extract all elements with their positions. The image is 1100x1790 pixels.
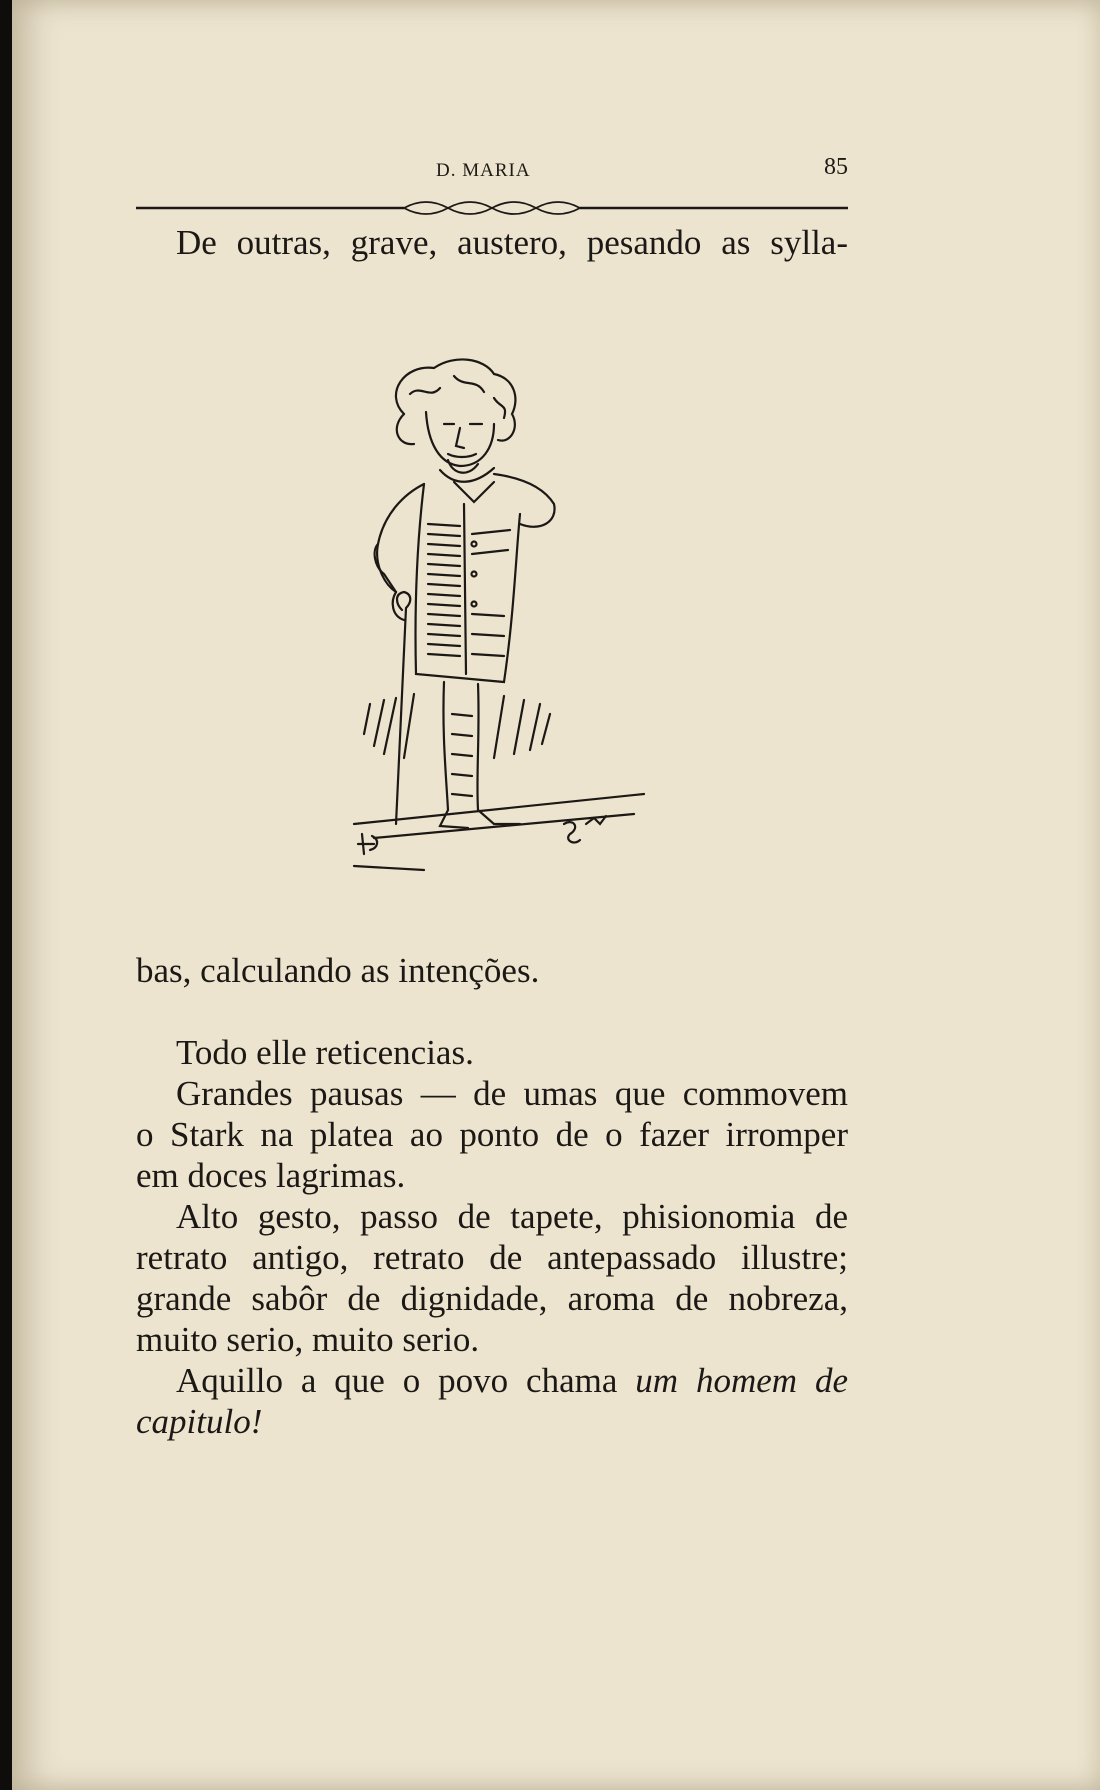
main-paragraphs [136, 1032, 848, 1442]
text-plain: Aquillo a que o povo chama [176, 1361, 618, 1400]
continuation-text [136, 950, 848, 991]
text-line: em doces lagrimas. [136, 1156, 406, 1195]
text-line [136, 1401, 848, 1442]
text-line: muito serio, muito serio. [136, 1320, 480, 1359]
page-header [136, 150, 848, 186]
text-line: Alto gesto, passo de tapete, phisionomia de [176, 1197, 848, 1236]
header-rule-ornament [136, 196, 848, 220]
page-number: 85 [824, 154, 848, 180]
text-line: De outras, grave, austero, pesando as sylla- [176, 223, 848, 262]
text-line: retrato antigo, retrato de antepassado illustre; [136, 1238, 848, 1277]
text-line: bas, calculando as intenções. [136, 951, 540, 990]
text-italic: um homem de [635, 1361, 848, 1400]
text-line: Grandes pausas — de umas que commovem [176, 1074, 848, 1113]
text-line [136, 1360, 848, 1401]
opening-text [136, 222, 848, 263]
book-spine-shadow [0, 0, 12, 1790]
text-line: o Stark na platea ao ponto de o fazer irromper [136, 1115, 848, 1154]
text-line: Todo elle reticencias. [176, 1033, 474, 1072]
running-title: D. MARIA [436, 160, 531, 181]
book-page [12, 0, 1100, 1790]
text-line: grande sabôr de dignidade, aroma de nobreza, [136, 1279, 848, 1318]
caricature-illustration [344, 354, 664, 914]
text-italic: capitulo! [136, 1402, 263, 1441]
